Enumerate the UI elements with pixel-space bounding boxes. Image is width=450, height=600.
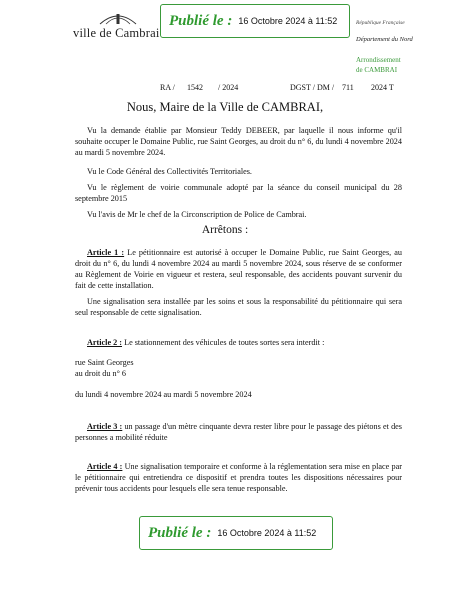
consideration-code: Vu le Code Général des Collectivités Territoriales. <box>87 167 252 176</box>
article-2-number: au droit du n° 6 <box>75 369 127 378</box>
city-logo-icon <box>98 10 138 26</box>
department-label: Département du Nord <box>356 36 413 43</box>
document-title: Nous, Maire de la Ville de CAMBRAI, <box>126 100 324 114</box>
article-1-label: Article 1 : <box>87 248 125 257</box>
ref-suffix: 2024 T <box>371 83 394 92</box>
ref-code: 711 <box>342 83 354 92</box>
published-date-bottom: 16 Octobre 2024 à 11:52 <box>217 528 317 538</box>
published-stamp-bottom <box>139 516 333 550</box>
published-label-bottom: Publié le : <box>148 524 212 541</box>
published-date: 16 Octobre 2024 à 11:52 <box>238 16 338 26</box>
arrondissement-line2: de CAMBRAI <box>356 66 398 74</box>
article-2-dates: du lundi 4 novembre 2024 au mardi 5 novembre 2024 <box>75 390 252 399</box>
article-3-label: Article 3 : <box>87 422 123 431</box>
consideration-request: Vu la demande établie par Monsieur Teddy DEBEER, par laquelle il nous informe qu'il souhaite occuper le Domaine Public, rue Saint Georges, au droit du n° 6, du lundi 4 novembre 2024 au mardi 5 novembre 2024. <box>75 126 402 157</box>
article-2-text: Le stationnement des véhicules de toutes sortes sera interdit : <box>122 338 325 347</box>
arrondissement-line1: Arrondissement <box>356 56 401 64</box>
published-stamp-top <box>160 4 350 38</box>
logo-text: ville de Cambrai <box>73 26 160 40</box>
article-4-text: Une signalisation temporaire et conforme à la réglementation sera mise en place par le pétitionnaire qui entretiendra ce dispositif et prendra toutes les dispositions nécessaires pour prévenir tous accidents pour lesquels elle sera tenue responsable. <box>75 462 402 493</box>
ref-number: 1542 <box>187 83 203 92</box>
republic-label: République Française <box>356 20 405 26</box>
article-4 <box>75 461 402 494</box>
published-label: Publié le : <box>169 12 233 29</box>
ref-ra: RA / <box>160 83 175 92</box>
article-2-label: Article 2 : <box>87 338 123 347</box>
article-2 <box>75 337 402 348</box>
article-3-text: un passage d'un mètre cinquante devra rester libre pour le passage des piétons et des personnes a mobilité réduite <box>75 422 402 442</box>
article-1-signalisation: Une signalisation sera installée par les soins et sous la responsabilité du pétitionnaire qui sera seul responsable de cette signalisation. <box>75 297 402 317</box>
article-4-label: Article 4 : <box>87 462 123 471</box>
ref-dgst: DGST / DM / <box>290 83 335 92</box>
consideration-police: Vu l'avis de Mr le chef de la Circonscription de Police de Cambrai. <box>87 210 307 219</box>
arretes-heading: Arrêtons : <box>201 224 249 236</box>
arrondissement-label <box>356 55 446 75</box>
article-2-street: rue Saint Georges <box>75 358 134 367</box>
article-1-text: Le pétitionnaire est autorisé à occuper le Domaine Public, rue Saint Georges, au droit du n° 6, du lundi 4 novembre 2024 au mardi 5 novembre 2024, sous réserve de se conformer au Règlement de Voirie en vigueur et restera, seul responsable, des accidents pouvant survenir du fait de cette installation. <box>75 248 402 290</box>
consideration-regulation: Vu le règlement de voirie communale adopté par la séance du conseil municipal du 28 septembre 2015 <box>75 183 402 203</box>
ref-year: / 2024 <box>218 83 239 92</box>
article-3 <box>75 421 402 443</box>
article-1 <box>75 247 402 291</box>
